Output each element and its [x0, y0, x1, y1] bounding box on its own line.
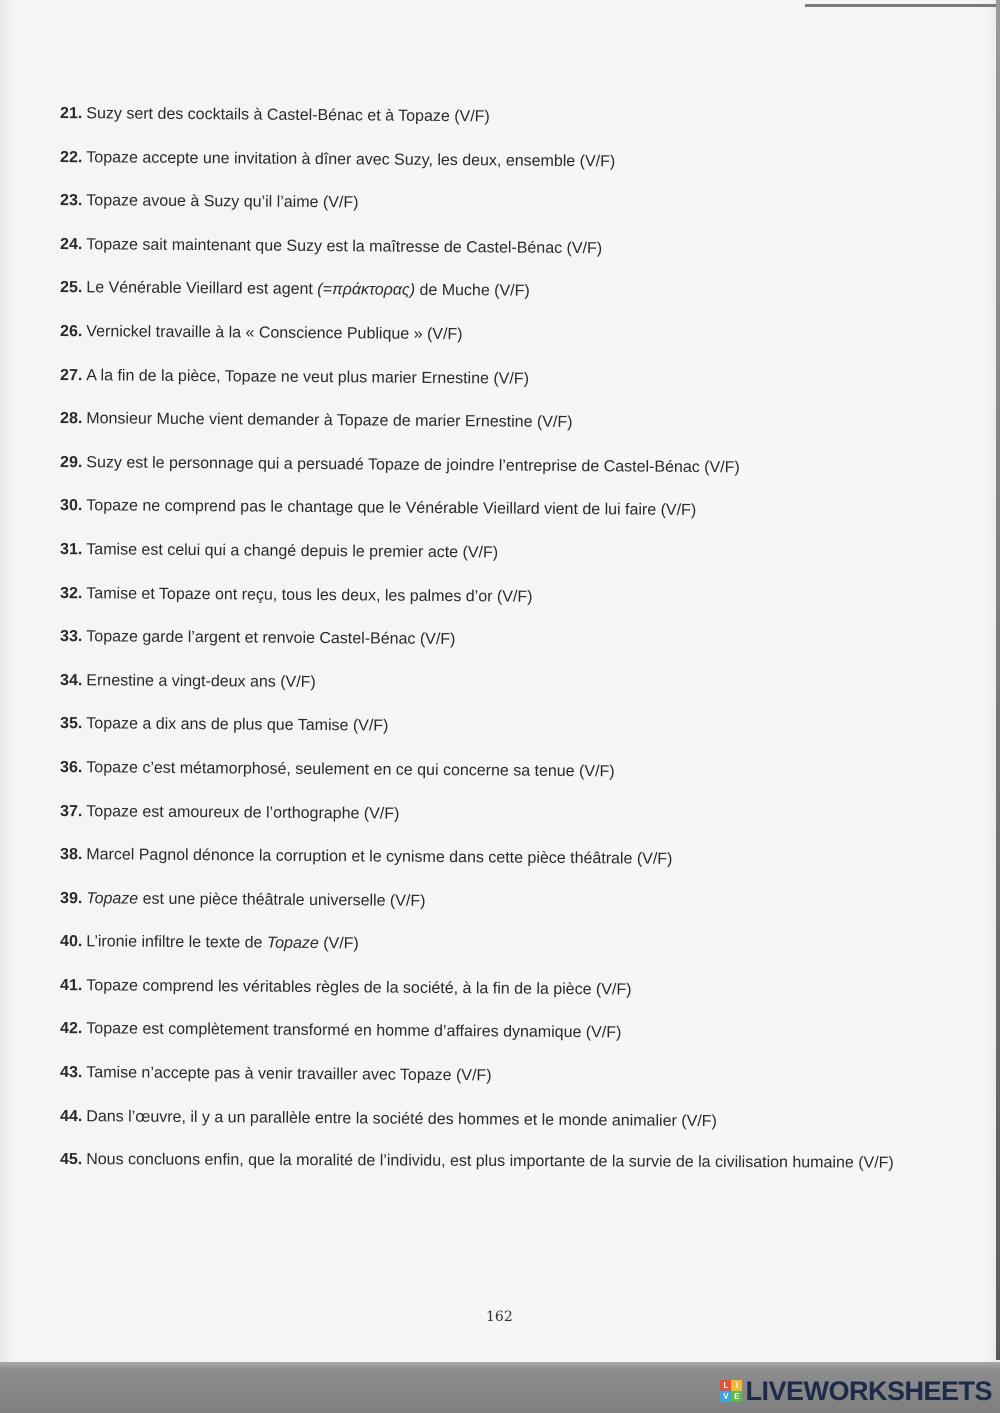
question-item: 21. Suzy sert des cocktails à Castel-Bénac et à Topaze (V/F) [60, 105, 490, 126]
brand-name: LIVEWORKSHEETS [745, 1375, 992, 1406]
page-number: 162 [486, 1309, 513, 1325]
question-item: 42. Topaze est complètement transformé en homme d’affaires dynamique (V/F) [60, 1020, 622, 1042]
question-item: 39. Topaze est une pièce théâtrale universelle (V/F) [60, 889, 426, 910]
question-item: 24. Topaze sait maintenant que Suzy est la maîtresse de Castel-Bénac (V/F) [60, 235, 603, 258]
logo-letter: V [720, 1391, 731, 1402]
question-list [60, 104, 950, 1170]
question-item: 35. Topaze a dix ans de plus que Tamise (V/F) [60, 715, 389, 735]
question-item: 22. Topaze accepte une invitation à dîner avec Suzy, les deux, ensemble (V/F) [60, 148, 616, 170]
question-item: 29. Suzy est le personnage qui a persuadé Topaze de joindre l’entreprise de Castel-Bénac (V/F) [60, 453, 740, 477]
question-item: 26. Vernickel travaille à la « Conscience Publique » (V/F) [60, 322, 463, 344]
logo-letter: L [720, 1380, 731, 1391]
question-item: 33. Topaze garde l’argent et renvoie Castel-Bénac (V/F) [60, 628, 456, 649]
question-item: 31. Tamise est celui qui a changé depuis le premier acte (V/F) [60, 540, 499, 562]
question-item: 25. Le Vénérable Vieillard est agent (=πράκτορας) de Muche (V/F) [60, 279, 530, 301]
question-item: 40. L’ironie infiltre le texte de Topaze (V/F) [60, 933, 359, 953]
top-scan-edge [805, 4, 1000, 7]
question-item: 45. Nous concluons enfin, que la moralité de l’individu, est plus importante de la survie de la civilisation humaine (V/F) [59, 1151, 894, 1172]
question-item: 23. Topaze avoue à Suzy qu’il l’aime (V/F) [60, 192, 359, 212]
question-item: 34. Ernestine a vingt-deux ans (V/F) [60, 671, 316, 691]
question-item: 38. Marcel Pagnol dénonce la corruption et le cynisme dans cette pièce théâtrale (V/F) [60, 846, 673, 868]
question-item: 32. Tamise et Topaze ont reçu, tous les deux, les palmes d’or (V/F) [60, 584, 533, 606]
liveworksheets-brand[interactable] [720, 1376, 992, 1406]
right-scan-edge [996, 0, 1000, 1360]
liveworksheets-logo-icon [720, 1380, 742, 1402]
question-item: 37. Topaze est amoureux de l’orthographe (V/F) [60, 802, 400, 823]
question-item: 27. A la fin de la pièce, Topaze ne veut plus marier Ernestine (V/F) [60, 366, 530, 388]
question-item: 28. Monsieur Muche vient demander à Topaze de marier Ernestine (V/F) [60, 410, 573, 432]
question-item: 30. Topaze ne comprend pas le chantage que le Vénérable Vieillard vient de lui faire (V/F) [60, 497, 697, 520]
question-item: 41. Topaze comprend les véritables règles de la société, à la fin de la pièce (V/F) [60, 976, 632, 999]
question-item: 36. Topaze c’est métamorphosé, seulement en ce qui concerne sa tenue (V/F) [60, 758, 615, 781]
logo-letter: E [731, 1391, 742, 1402]
question-item: 44. Dans l’œuvre, il y a un parallèle entre la société des hommes et le monde animalier (V/F) [60, 1107, 717, 1130]
logo-letter: I [731, 1380, 742, 1391]
question-item: 43. Tamise n’accepte pas à venir travailler avec Topaze (V/F) [60, 1064, 492, 1085]
